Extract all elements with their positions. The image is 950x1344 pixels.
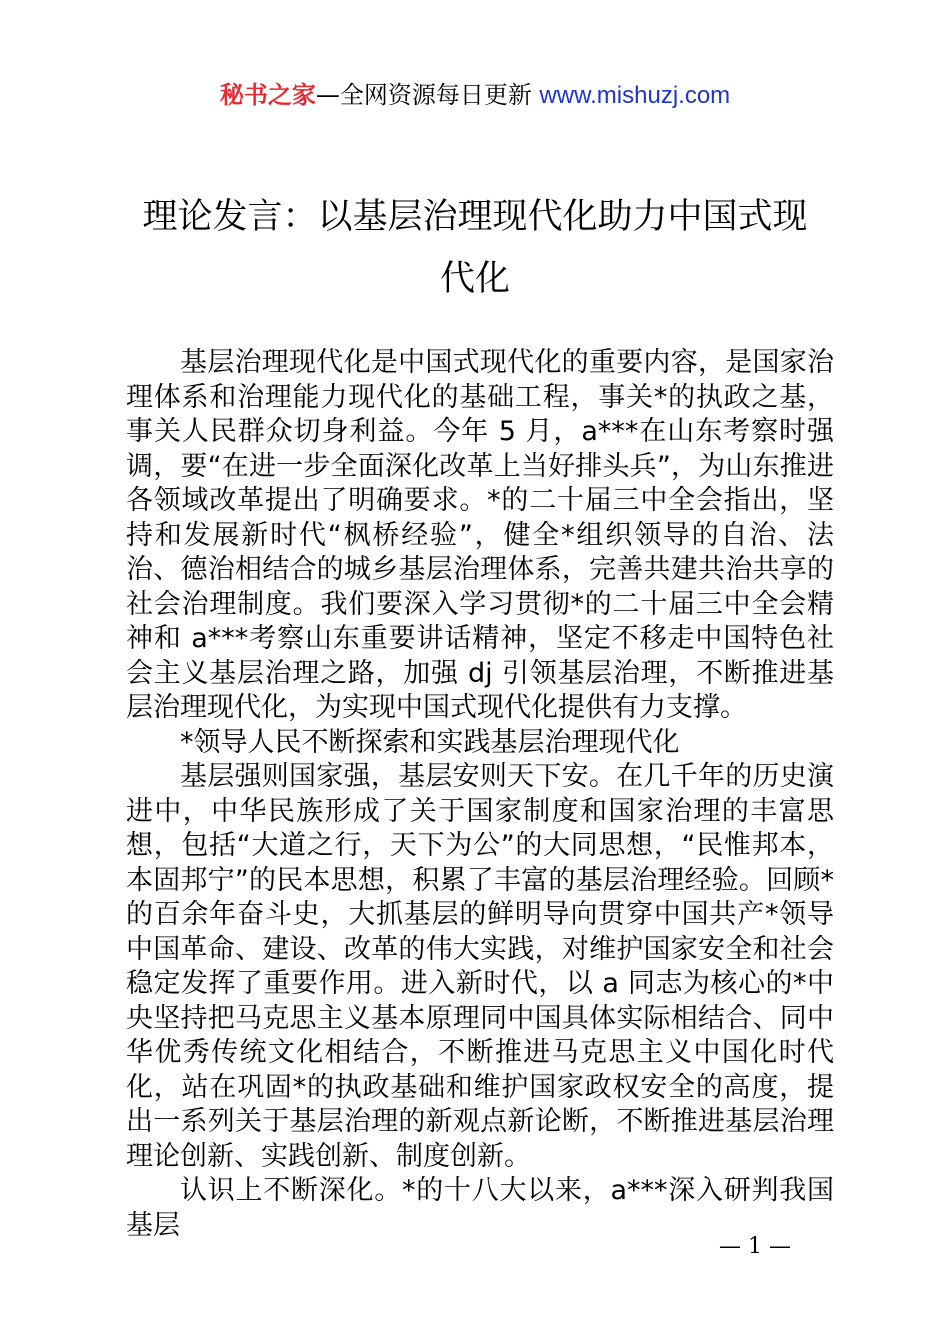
header-tagline: —全网资源每日更新 [315, 81, 532, 109]
paragraph-history: 基层强则国家强，基层安则天下安。在几千年的历史演进中，中华民族形成了关于国家制度和国家治理的丰富思想，包括“大道之行，天下为公”的大同思想，“民惟邦本，本固邦宁”的民本思想，积累了丰富的基层治理经验。回顾*的百余年奋斗史，大抓基层的鲜明导向贯穿中国共产*领导中国革命、建设、改革的伟大实践，对维护国家安全和社会稳定发挥了重要作用。进入新时代，以 a 同志为核心的*中央坚持把马克思主义基本原理同中国具体实际相结合、同中华优秀传统文化相结合，不断推进马克思主义中国化时代化，站在巩固*的执政基础和维护国家政权安全的高度，提出一系列关于基层治理的新观点新论断，不断推进基层治理理论创新、实践创新、制度创新。 [126, 761, 834, 1172]
paragraph-intro: 基层治理现代化是中国式现代化的重要内容，是国家治理体系和治理能力现代化的基础工程，事关*的执政之基，事关人民群众切身利益。今年 5 月，a***在山东考察时强调，要“在进一步全面深化改革上当好排头兵”，为山东推进各领域改革提出了明确要求。*的二十届三中全会指出，坚持和发展新时代“枫桥经验”，健全*组织领导的自治、法治、德治相结合的城乡基层治理体系，完善共建共治共享的社会治理制度。我们要深入学习贯彻*的二十届三中全会精神和 a***考察山东重要讲话精神，坚定不移走中国特色社会主义基层治理之路，加强 dj 引领基层治理，不断推进基层治理现代化，为实现中国式现代化提供有力支撑。 [126, 347, 834, 723]
site-url[interactable]: www.mishuzj.com [539, 82, 731, 109]
section-heading: *领导人民不断探索和实践基层治理现代化 [180, 726, 680, 758]
title-line-2: 代化 [439, 259, 510, 299]
title-line-1: 理论发言：以基层治理现代化助力中国式现 [142, 197, 808, 237]
document-title [100, 186, 850, 310]
page-number: — 1 — [719, 1234, 791, 1259]
document-body [126, 346, 834, 1243]
brand-name: 秘书之家 [219, 81, 316, 109]
paragraph-understanding: 认识上不断深化。*的十八大以来，a***深入研判我国基层 [126, 1175, 834, 1241]
site-header [0, 78, 950, 113]
